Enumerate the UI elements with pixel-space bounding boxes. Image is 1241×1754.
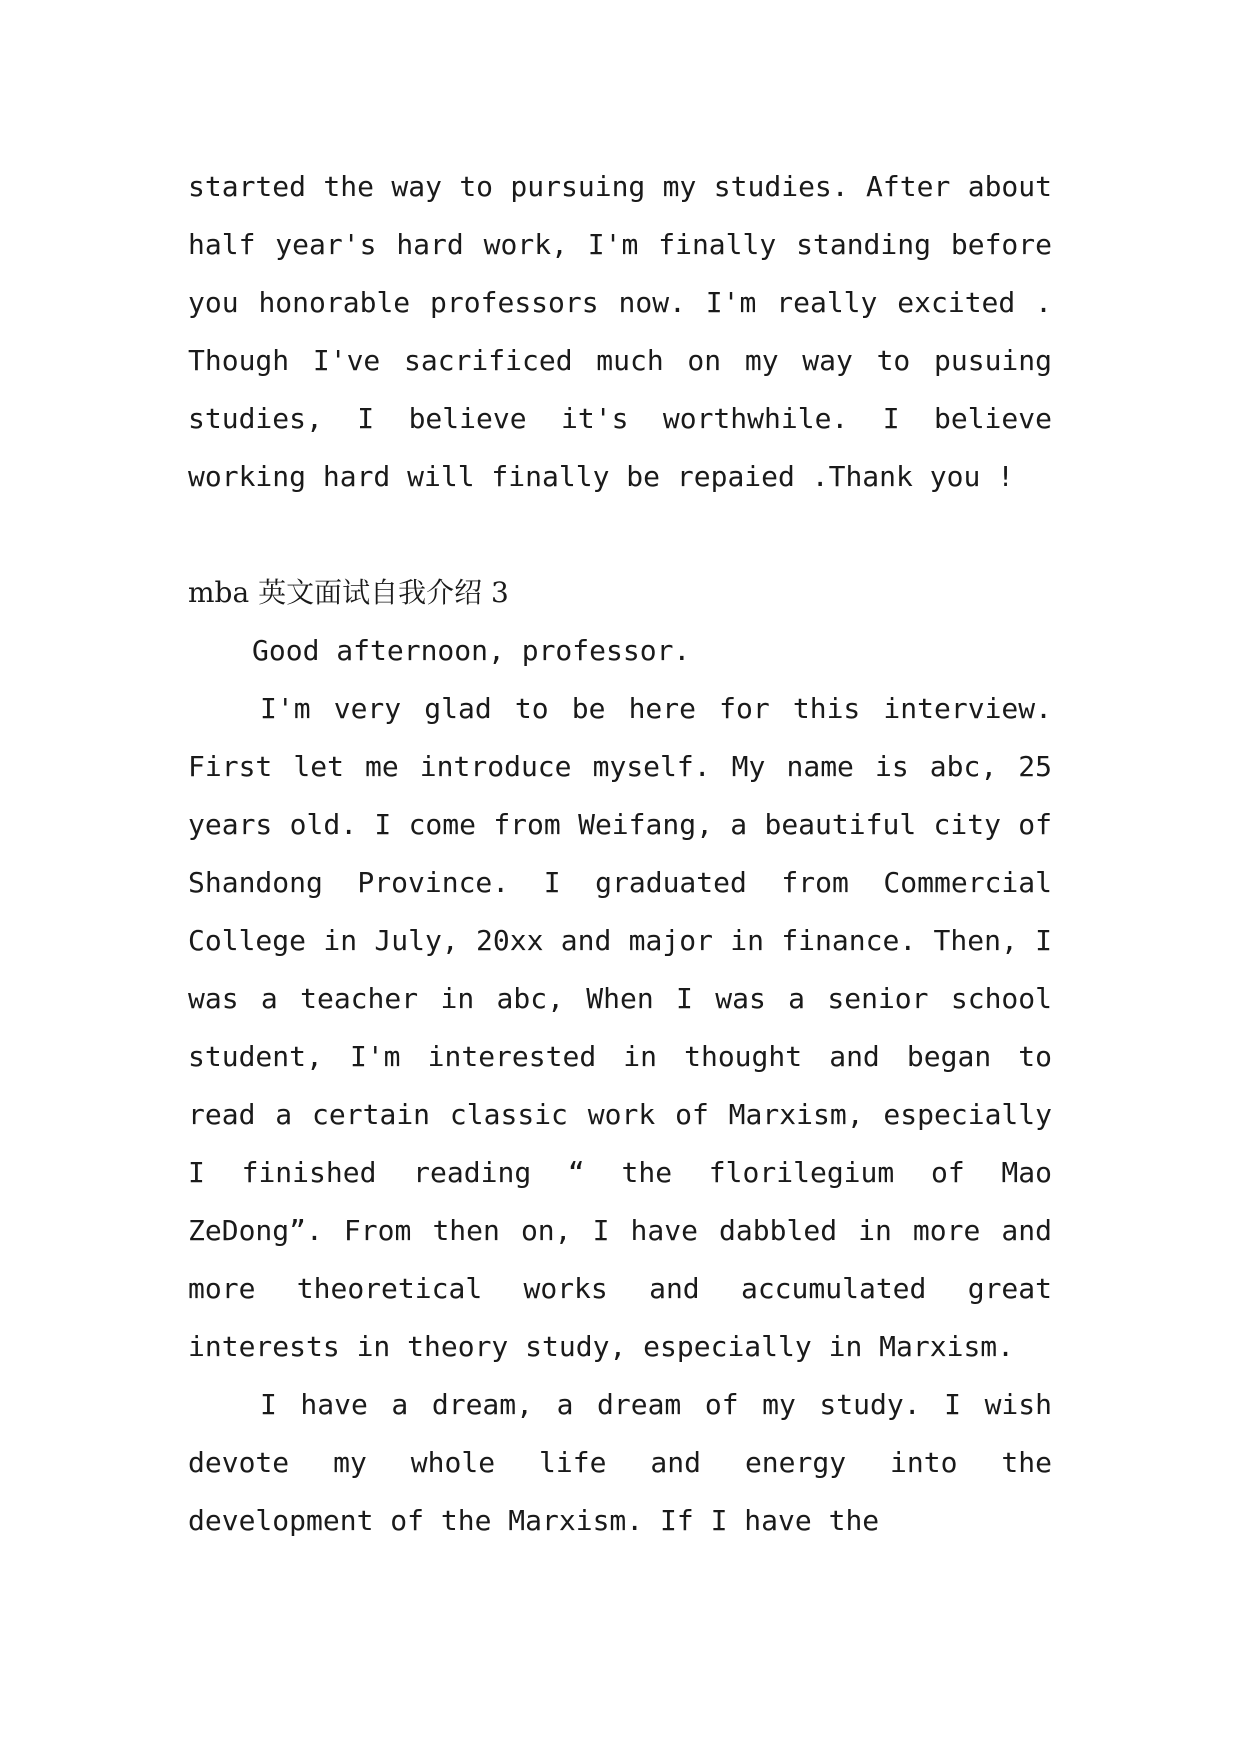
intro-paragraph: started the way to pursuing my studies. After about half year's hard work, I'm finally standing before you honorable professors now. I'm really excited . Though I've sacrificed much on my way to pusuing studies, I believe it's worthwhile. I believe working hard will finally be repaied .Thank you ! — [188, 170, 1052, 493]
document-body — [188, 158, 1052, 1550]
paragraph-gap — [188, 506, 1052, 564]
greeting-line: Good afternoon, professor. — [252, 634, 691, 667]
section-heading: mba 英文面试自我介绍 3 — [188, 576, 509, 609]
body-paragraph-2: I have a dream, a dream of my study. I wish devote my whole life and energy into the development of the Marxism. If I have the — [188, 1388, 1052, 1537]
body-paragraph-1: I'm very glad to be here for this interview. First let me introduce myself. My name is abc, 25 years old. I come from Weifang, a beautiful city of Shandong Province. I graduated from Commercial College in July, 20xx and major in finance. Then, I was a teacher in abc, When I was a senior school student, I'm interested in thought and began to read a certain classic work of Marxism, especially I finished reading “ the florilegium of Mao ZeDong”. From then on, I have dabbled in more and more theoretical works and accumulated great interests in theory study, especially in Marxism. — [188, 692, 1052, 1363]
